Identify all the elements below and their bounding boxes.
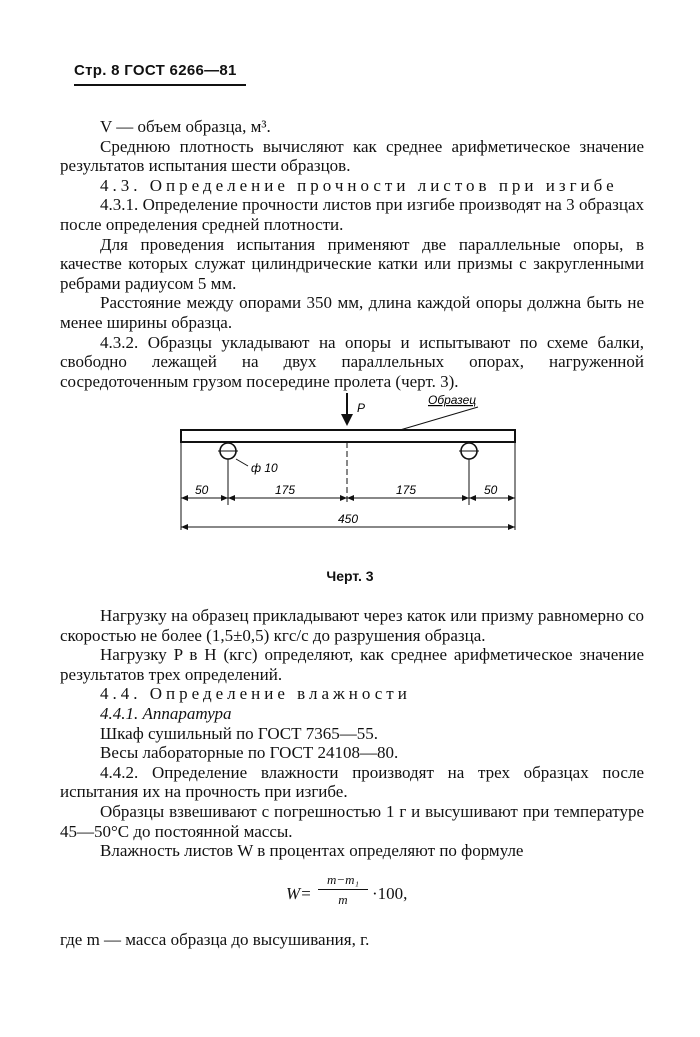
dim-arrow [181,495,188,501]
specimen-beam [181,430,515,442]
diameter-label: ф 10 [251,461,278,475]
moisture-formula [286,872,466,920]
paragraph: 4.3.1. Определение прочности листов при изгибе производят на 3 образцах после определения средней плотности. [60,195,644,234]
dim-value: 50 [484,483,498,497]
subsection-heading: 4.4.1. Аппаратура [100,703,232,723]
dim-arrow [181,524,188,530]
paragraph: Образцы взвешивают с погрешностью 1 г и высушивают при температуре 45—50°С до постоянной массы. [60,801,644,841]
formula-numerator: m−m₁ [318,872,368,890]
load-arrow-head [341,414,353,426]
dim-value: 175 [275,483,296,497]
load-label: P [357,401,366,415]
paragraph: V — объем образца, м³. [100,117,271,136]
specimen-leader [400,407,478,430]
paragraph: Расстояние между опорами 350 мм, длина каждой опоры должна быть не менее ширины образца. [60,293,644,332]
dim-arrow [462,495,469,501]
dim-value: 175 [396,483,417,497]
formula-rhs: ·100, [372,884,408,903]
paragraph: Весы лабораторные по ГОСТ 24108—80. [100,743,399,763]
formula-fraction [318,872,368,908]
paragraph: Нагрузку P в Н (кгс) определяют, как среднее арифметическое значение результатов трех определений. [60,645,644,684]
formula-denominator: m [338,892,348,907]
paragraph: Для проведения испытания применяют две параллельные опоры, в качестве которых служат цилиндрические катки или призмы с закругленными ребрами радиусом 5 мм. [60,234,644,293]
paragraph: Нагрузку на образец прикладывают через каток или призму равномерно со скоростью не более (1,5±0,5) кгс/с до разрушения образца. [60,606,644,645]
dim-arrow [469,495,476,501]
figure-caption: Черт. 3 [326,568,374,584]
dim-arrow [228,495,235,501]
dim-arrow [508,495,515,501]
total-dim-value: 450 [338,512,359,526]
paragraph: Шкаф сушильный по ГОСТ 7365—55. [100,723,379,743]
dim-arrow [221,495,228,501]
specimen-label: Образец [428,393,477,407]
paragraph: где m — масса образца до высушивания, г. [60,930,370,949]
section-heading: 4.3. Определение прочности листов при изгибе [100,175,618,195]
text-block-footer [60,930,644,950]
text-block-bottom [60,606,644,861]
paragraph: Влажность листов W в процентах определяют по формуле [100,841,524,861]
diameter-leader [236,459,248,466]
section-heading: 4.4. Определение влажности [100,684,411,704]
formula-lhs: W= [286,884,312,903]
page-header: Стр. 8 ГОСТ 6266—81 [74,62,237,79]
paragraph: 4.4.2. Определение влажности производят на трех образцах после испытания их на прочность при изгибе. [60,762,644,802]
paragraph: 4.3.2. Образцы укладывают на опоры и испытывают по схеме балки, свободно лежащей на двух параллельных опорах, нагруженной сосредоточенным грузом посередине пролета (черт. 3). [60,332,644,391]
dim-arrow [340,495,347,501]
dim-arrow [508,524,515,530]
paragraph: Среднюю плотность вычисляют как среднее арифметическое значение результатов испытания шести образцов. [60,136,644,176]
dim-value: 50 [195,483,209,497]
dim-arrow [347,495,354,501]
